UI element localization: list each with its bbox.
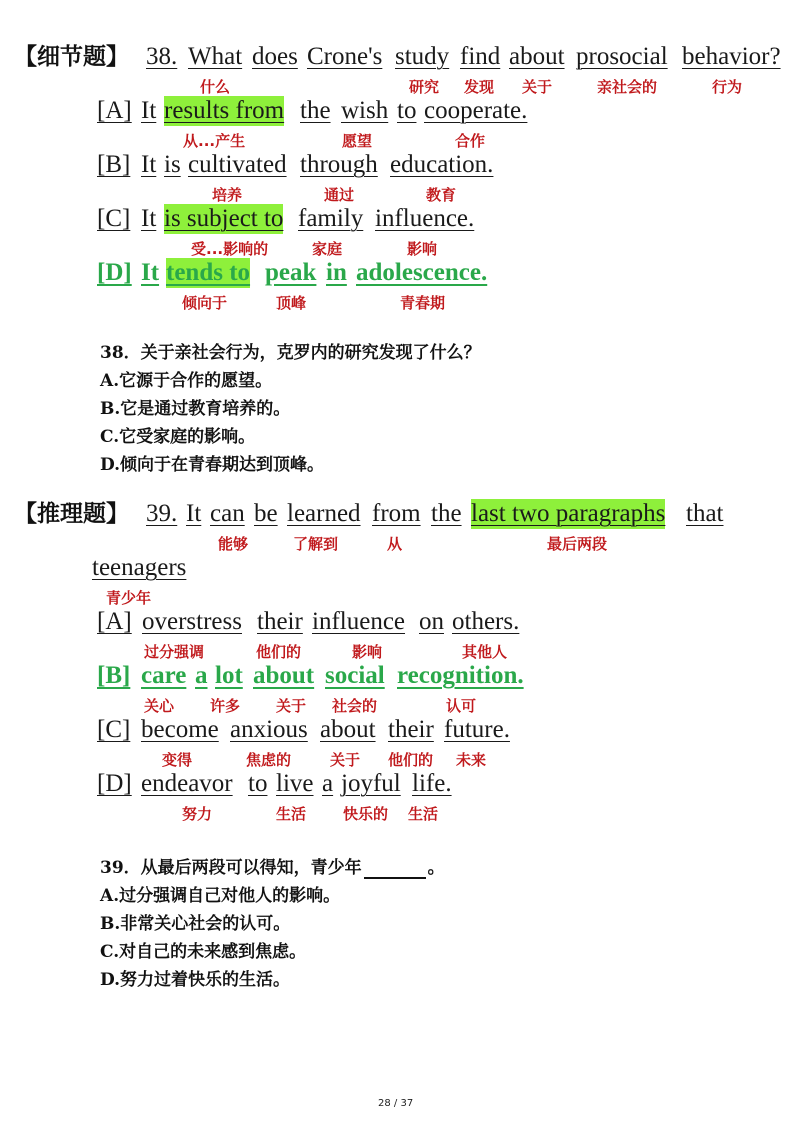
page-number: 28 / 37 <box>378 1098 414 1109</box>
gloss: 青春期 <box>400 294 446 312</box>
gloss: 焦虑的 <box>246 751 292 769</box>
stem-word: that <box>686 500 724 527</box>
stem-word: find <box>460 43 501 70</box>
translation-question <box>100 857 445 879</box>
gloss: 愿望 <box>342 132 373 150</box>
highlighted-phrase: results from <box>164 97 285 124</box>
stem-word: It <box>186 500 202 527</box>
option-word: their <box>257 608 303 635</box>
gloss: 最后两段 <box>547 535 608 553</box>
option-word: overstress <box>142 608 242 635</box>
option-word: future. <box>444 716 510 743</box>
option-word: about <box>253 662 315 689</box>
gloss: 他们的 <box>256 643 302 661</box>
gloss: 影响 <box>352 643 383 661</box>
translation-question-text: 39．从最后两段可以得知，青少年 <box>100 858 362 878</box>
stem-word: from <box>372 500 421 527</box>
gloss: 变得 <box>162 751 193 769</box>
option-word: in <box>326 259 347 286</box>
option-word: influence. <box>375 205 475 232</box>
option-word: through <box>300 151 378 178</box>
highlighted-phrase: last two paragraphs <box>471 500 666 527</box>
gloss: 合作 <box>455 132 486 150</box>
gloss: 什么 <box>200 78 231 96</box>
option-word: It <box>141 205 157 232</box>
question-39-stem-continued <box>0 553 800 583</box>
gloss: 教育 <box>426 186 457 204</box>
gloss: 亲社会的 <box>597 78 658 96</box>
translation-question-end: 。 <box>427 858 445 878</box>
question-type-tag: 【细节题】 <box>14 44 129 70</box>
option-word: their <box>388 716 434 743</box>
option-letter: [A] <box>97 97 132 124</box>
gloss: 培养 <box>212 186 243 204</box>
gloss: 其他人 <box>462 643 508 661</box>
option-word: cultivated <box>188 151 287 178</box>
stem-word: teenagers <box>92 554 187 581</box>
option-word: about <box>320 716 376 743</box>
option-word: on <box>419 608 444 635</box>
option-word: family <box>298 205 364 232</box>
stem-word: about <box>509 43 565 70</box>
option-word: It <box>141 97 157 124</box>
option-letter: [B] <box>97 151 131 178</box>
gloss: 从 <box>387 535 403 553</box>
option-word: to <box>248 770 268 797</box>
gloss: 通过 <box>324 186 355 204</box>
option-a <box>0 96 800 126</box>
translation-option-a: A.过分强调自己对他人的影响。 <box>100 886 341 906</box>
option-word: peak <box>265 259 317 286</box>
option-letter: [B] <box>97 662 131 689</box>
option-a <box>0 607 800 637</box>
option-d-correct-answer <box>0 258 800 288</box>
stem-word: prosocial <box>576 43 668 70</box>
question-38-stem <box>0 42 800 72</box>
option-c <box>0 204 800 234</box>
option-letter: [C] <box>97 716 131 743</box>
translation-option-a: A.它源于合作的愿望。 <box>100 371 273 391</box>
option-word: live <box>276 770 314 797</box>
option-word: a <box>195 662 208 689</box>
translation-option-c: C.对自己的未来感到焦虑。 <box>100 942 307 962</box>
option-word: education. <box>390 151 494 178</box>
option-d <box>0 769 800 799</box>
highlighted-phrase: is subject to <box>164 205 284 232</box>
translation-option-d: D.倾向于在青春期达到顶峰。 <box>100 455 325 475</box>
stem-word: What <box>188 43 243 70</box>
option-c <box>0 715 800 745</box>
question-number: 38. <box>146 43 178 70</box>
option-letter: [D] <box>97 770 132 797</box>
gloss: 关于 <box>330 751 361 769</box>
question-39-stem <box>0 499 800 529</box>
option-word: adolescence. <box>356 259 488 286</box>
option-b-correct-answer <box>0 661 800 691</box>
option-b <box>0 150 800 180</box>
option-word: to <box>397 97 417 124</box>
option-word: influence <box>312 608 406 635</box>
option-word: joyful <box>341 770 401 797</box>
stem-word: Crone's <box>307 43 383 70</box>
translation-question: 38．关于亲社会行为，克罗内的研究发现了什么？ <box>100 343 481 363</box>
option-word: life. <box>412 770 452 797</box>
option-word: is <box>164 151 181 178</box>
gloss: 认可 <box>446 697 477 715</box>
translation-option-b: B.非常关心社会的认可。 <box>100 914 291 934</box>
gloss: 倾向于 <box>182 294 228 312</box>
gloss: 过分强调 <box>144 643 205 661</box>
option-word: endeavor <box>141 770 233 797</box>
gloss: 社会的 <box>332 697 378 715</box>
translation-option-c: C.它受家庭的影响。 <box>100 427 256 447</box>
stem-word: learned <box>287 500 361 527</box>
stem-word: behavior? <box>682 43 781 70</box>
option-word: social <box>325 662 385 689</box>
option-word: care <box>141 662 187 689</box>
stem-word: study <box>395 43 450 70</box>
option-word: a <box>322 770 334 797</box>
option-letter: [D] <box>97 259 132 286</box>
question-type-tag: 【推理题】 <box>14 501 129 527</box>
gloss: 关于 <box>522 78 553 96</box>
translation-option-b: B.它是通过教育培养的。 <box>100 399 291 419</box>
gloss: 研究 <box>409 78 440 96</box>
gloss: 快乐的 <box>343 805 389 823</box>
stem-word: the <box>431 500 462 527</box>
gloss: 受...影响的 <box>191 240 269 258</box>
gloss: 未来 <box>456 751 487 769</box>
answer-blank <box>364 859 426 879</box>
stem-word: be <box>254 500 278 527</box>
option-word: wish <box>341 97 389 124</box>
option-word: anxious <box>230 716 308 743</box>
option-word: the <box>300 97 331 124</box>
gloss: 努力 <box>182 805 213 823</box>
gloss: 他们的 <box>388 751 434 769</box>
option-letter: [C] <box>97 205 131 232</box>
option-letter: [A] <box>97 608 132 635</box>
gloss: 行为 <box>712 78 743 96</box>
option-word: recognition. <box>397 662 524 689</box>
gloss: 家庭 <box>312 240 343 258</box>
option-word: others. <box>452 608 520 635</box>
question-number: 39. <box>146 500 178 527</box>
gloss: 青少年 <box>106 589 152 607</box>
option-word: It <box>141 151 157 178</box>
option-word: It <box>141 259 160 286</box>
gloss: 发现 <box>464 78 495 96</box>
option-word: cooperate. <box>424 97 528 124</box>
gloss: 关于 <box>276 697 307 715</box>
gloss: 从...产生 <box>183 132 246 150</box>
gloss: 顶峰 <box>276 294 307 312</box>
option-word: lot <box>215 662 243 689</box>
highlighted-phrase: tends to <box>166 259 251 286</box>
stem-word: can <box>210 500 245 527</box>
gloss: 关心 <box>144 697 175 715</box>
gloss: 了解到 <box>293 535 339 553</box>
gloss: 许多 <box>210 697 241 715</box>
gloss: 影响 <box>407 240 438 258</box>
gloss: 生活 <box>276 805 307 823</box>
stem-word: does <box>252 43 298 70</box>
translation-option-d: D.努力过着快乐的生活。 <box>100 970 291 990</box>
gloss: 能够 <box>218 535 249 553</box>
option-word: become <box>141 716 219 743</box>
gloss: 生活 <box>408 805 439 823</box>
